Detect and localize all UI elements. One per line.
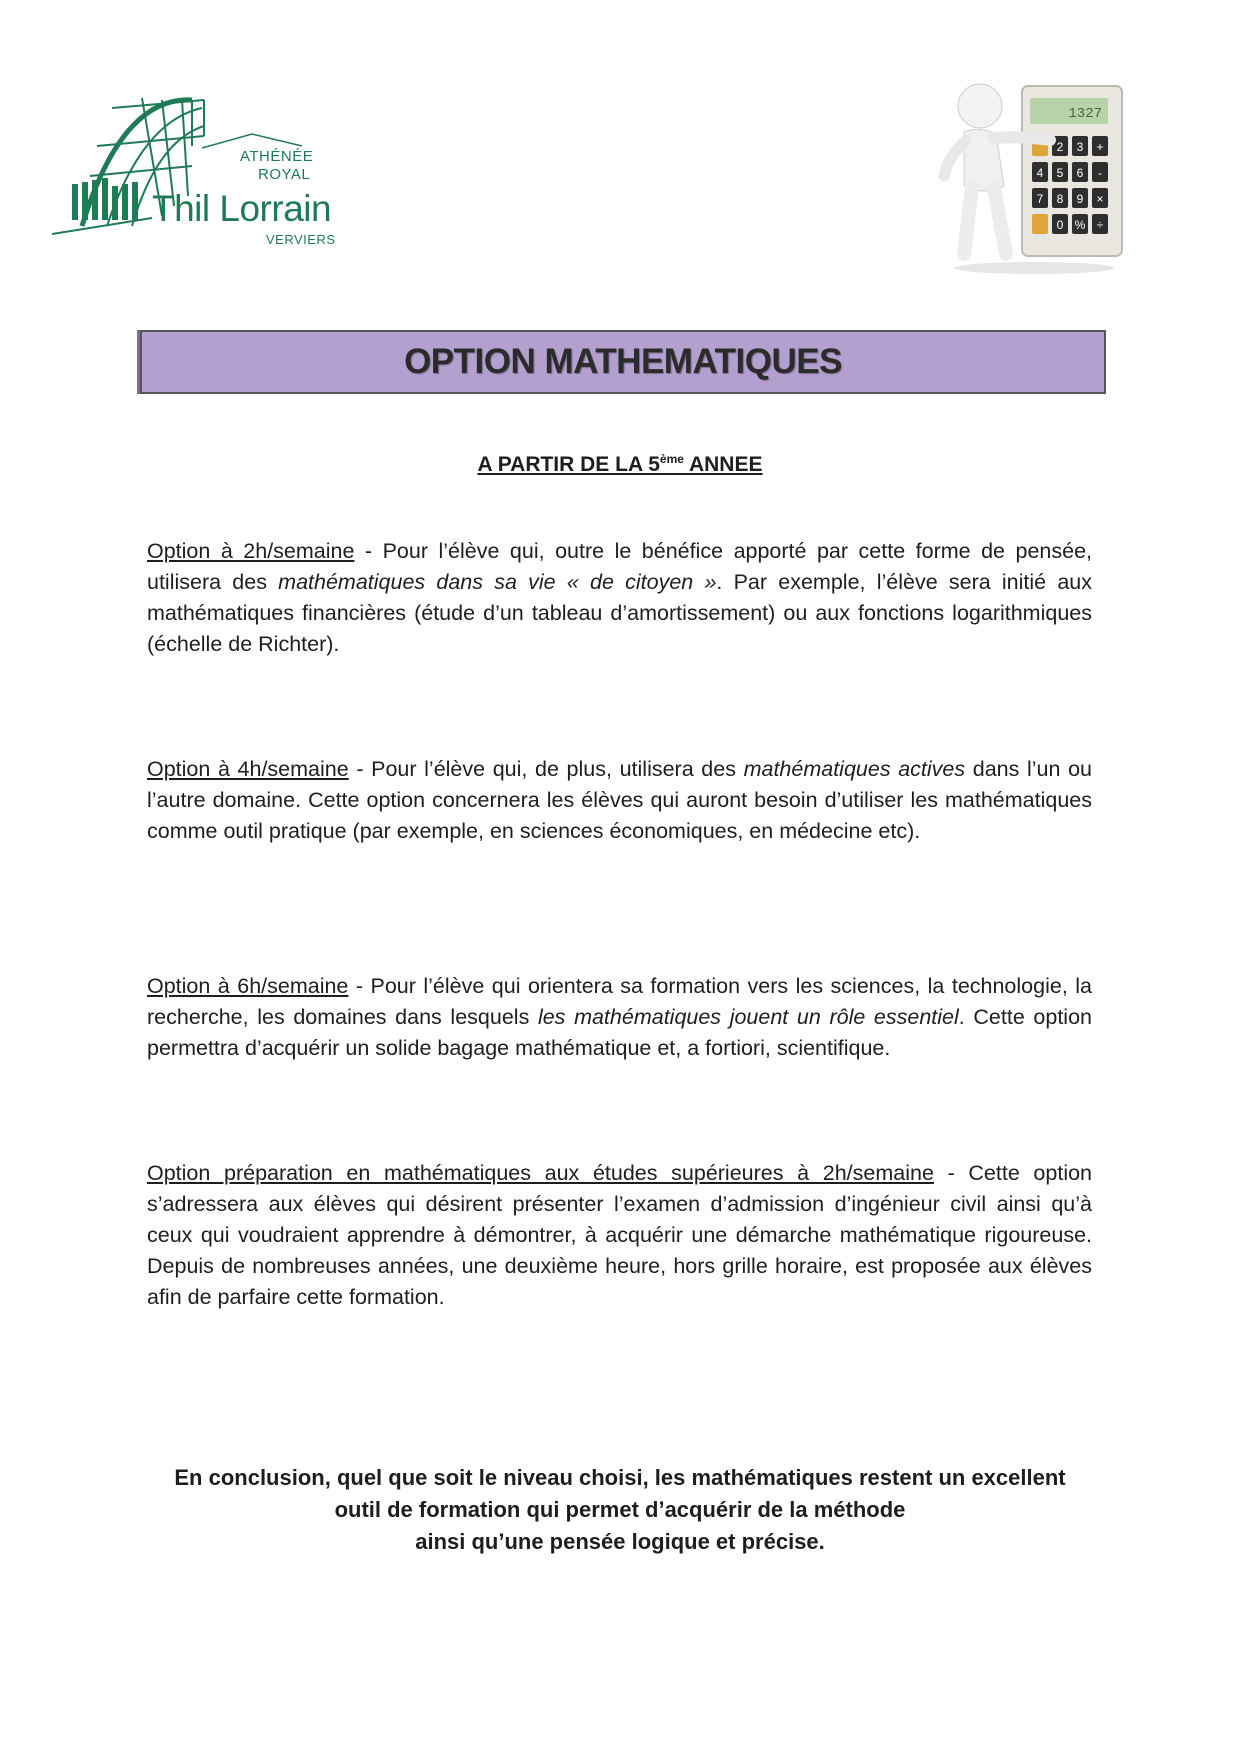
subtitle-before: A PARTIR DE LA 5 — [477, 453, 660, 476]
calculator-key-label: % — [1074, 218, 1086, 232]
conclusion — [100, 1462, 1140, 1558]
conclusion-line: ainsi qu’une pensée logique et précise. — [415, 1529, 825, 1554]
option-emphasis: mathématiques dans sa vie « de citoyen » — [278, 570, 717, 594]
option-text: . Par exemple, l’élève sera initié aux mathématiques financières (étude d’un tableau d’amortissement) ou aux fonctions logarithmiques (échelle de Richter). — [147, 570, 1092, 656]
figure-with-calculator-icon — [934, 76, 1144, 276]
calculator-key-label: 4 — [1036, 166, 1044, 180]
option-heading: Option à 6h/semaine — [147, 974, 349, 998]
conclusion-line: outil de formation qui permet d’acquérir de la méthode — [334, 1497, 906, 1522]
option-heading: Option préparation en mathématiques aux études supérieures à 2h/semaine — [147, 1161, 934, 1185]
option-2h-paragraph — [147, 536, 1092, 660]
calculator-key-label: 8 — [1056, 192, 1064, 206]
calculator-key-label: 7 — [1036, 192, 1044, 206]
option-text: dans l’un ou l’autre domaine. Cette option concernera les élèves qui auront besoin d’utiliser les mathématiques comme outil pratique (par exemple, en sciences économiques, en médecine etc). — [147, 757, 1092, 843]
option-text: - Pour l’élève qui, outre le bénéfice apporté par cette forme de pensée, utilisera des — [147, 539, 1092, 594]
logo-city: VERVIERS — [266, 232, 336, 247]
option-text: - Cette option s’adressera aux élèves qui désirent présenter l’examen d’admission d’ingénieur civil ainsi qu’à ceux qui voudraient apprendre à démontrer, à acquérir une démarche mathématique rigoureuse. Depuis de nombreuses années, une deuxième heure, hors grille horaire, est proposée aux élèves afin de parfaire cette formation. — [147, 1161, 1093, 1309]
school-logo — [52, 86, 352, 246]
calculator-key-label: ÷ — [1096, 218, 1104, 232]
conclusion-line: En conclusion, quel que soit le niveau choisi, les mathématiques restent un excellent — [174, 1465, 1066, 1490]
logo-school-name: Thil Lorrain — [152, 188, 332, 229]
calculator-key-label: 6 — [1076, 166, 1084, 180]
logo-athenee: ATHÉNÉE — [240, 148, 314, 165]
page-title: OPTION MATHEMATIQUES — [404, 342, 842, 381]
logo-royal: ROYAL — [258, 166, 311, 183]
option-emphasis: mathématiques actives — [743, 757, 966, 781]
option-heading: Option à 4h/semaine — [147, 757, 349, 781]
calculator-key-label: 9 — [1076, 192, 1084, 206]
subtitle — [0, 452, 1240, 477]
option-text: - Pour l’élève qui, de plus, utilisera des — [348, 757, 744, 781]
calculator-key-label: 0 — [1056, 218, 1064, 232]
calculator-key-label: × — [1096, 192, 1104, 206]
calculator-key-label: + — [1096, 140, 1104, 154]
subtitle-text — [477, 453, 762, 476]
calculator-key-label: 2 — [1056, 140, 1064, 154]
calculator-key — [1032, 214, 1048, 234]
subtitle-sup: ème — [659, 452, 684, 466]
calculator-key-label: 5 — [1056, 166, 1064, 180]
option-heading: Option à 2h/semaine — [147, 539, 355, 563]
title-banner — [140, 330, 1106, 394]
option-4h-paragraph — [147, 754, 1092, 847]
option-text: - Pour l’élève qui orientera sa formation vers les sciences, la technologie, la recherche, les domaines dans lesquels — [147, 974, 1092, 1029]
calculator-key-label: 3 — [1076, 140, 1084, 154]
option-6h-paragraph — [147, 971, 1092, 1064]
option-text: . Cette option permettra d’acquérir un solide bagage mathématique et, a fortiori, scientifique. — [147, 1005, 1092, 1060]
subtitle-after: ANNEE — [683, 453, 763, 476]
option-preparation-paragraph — [147, 1158, 1092, 1313]
option-emphasis: les mathématiques jouent un rôle essentiel — [537, 1005, 959, 1029]
calculator-display: 1327 — [1068, 106, 1102, 122]
calculator-key-label: - — [1098, 166, 1102, 180]
